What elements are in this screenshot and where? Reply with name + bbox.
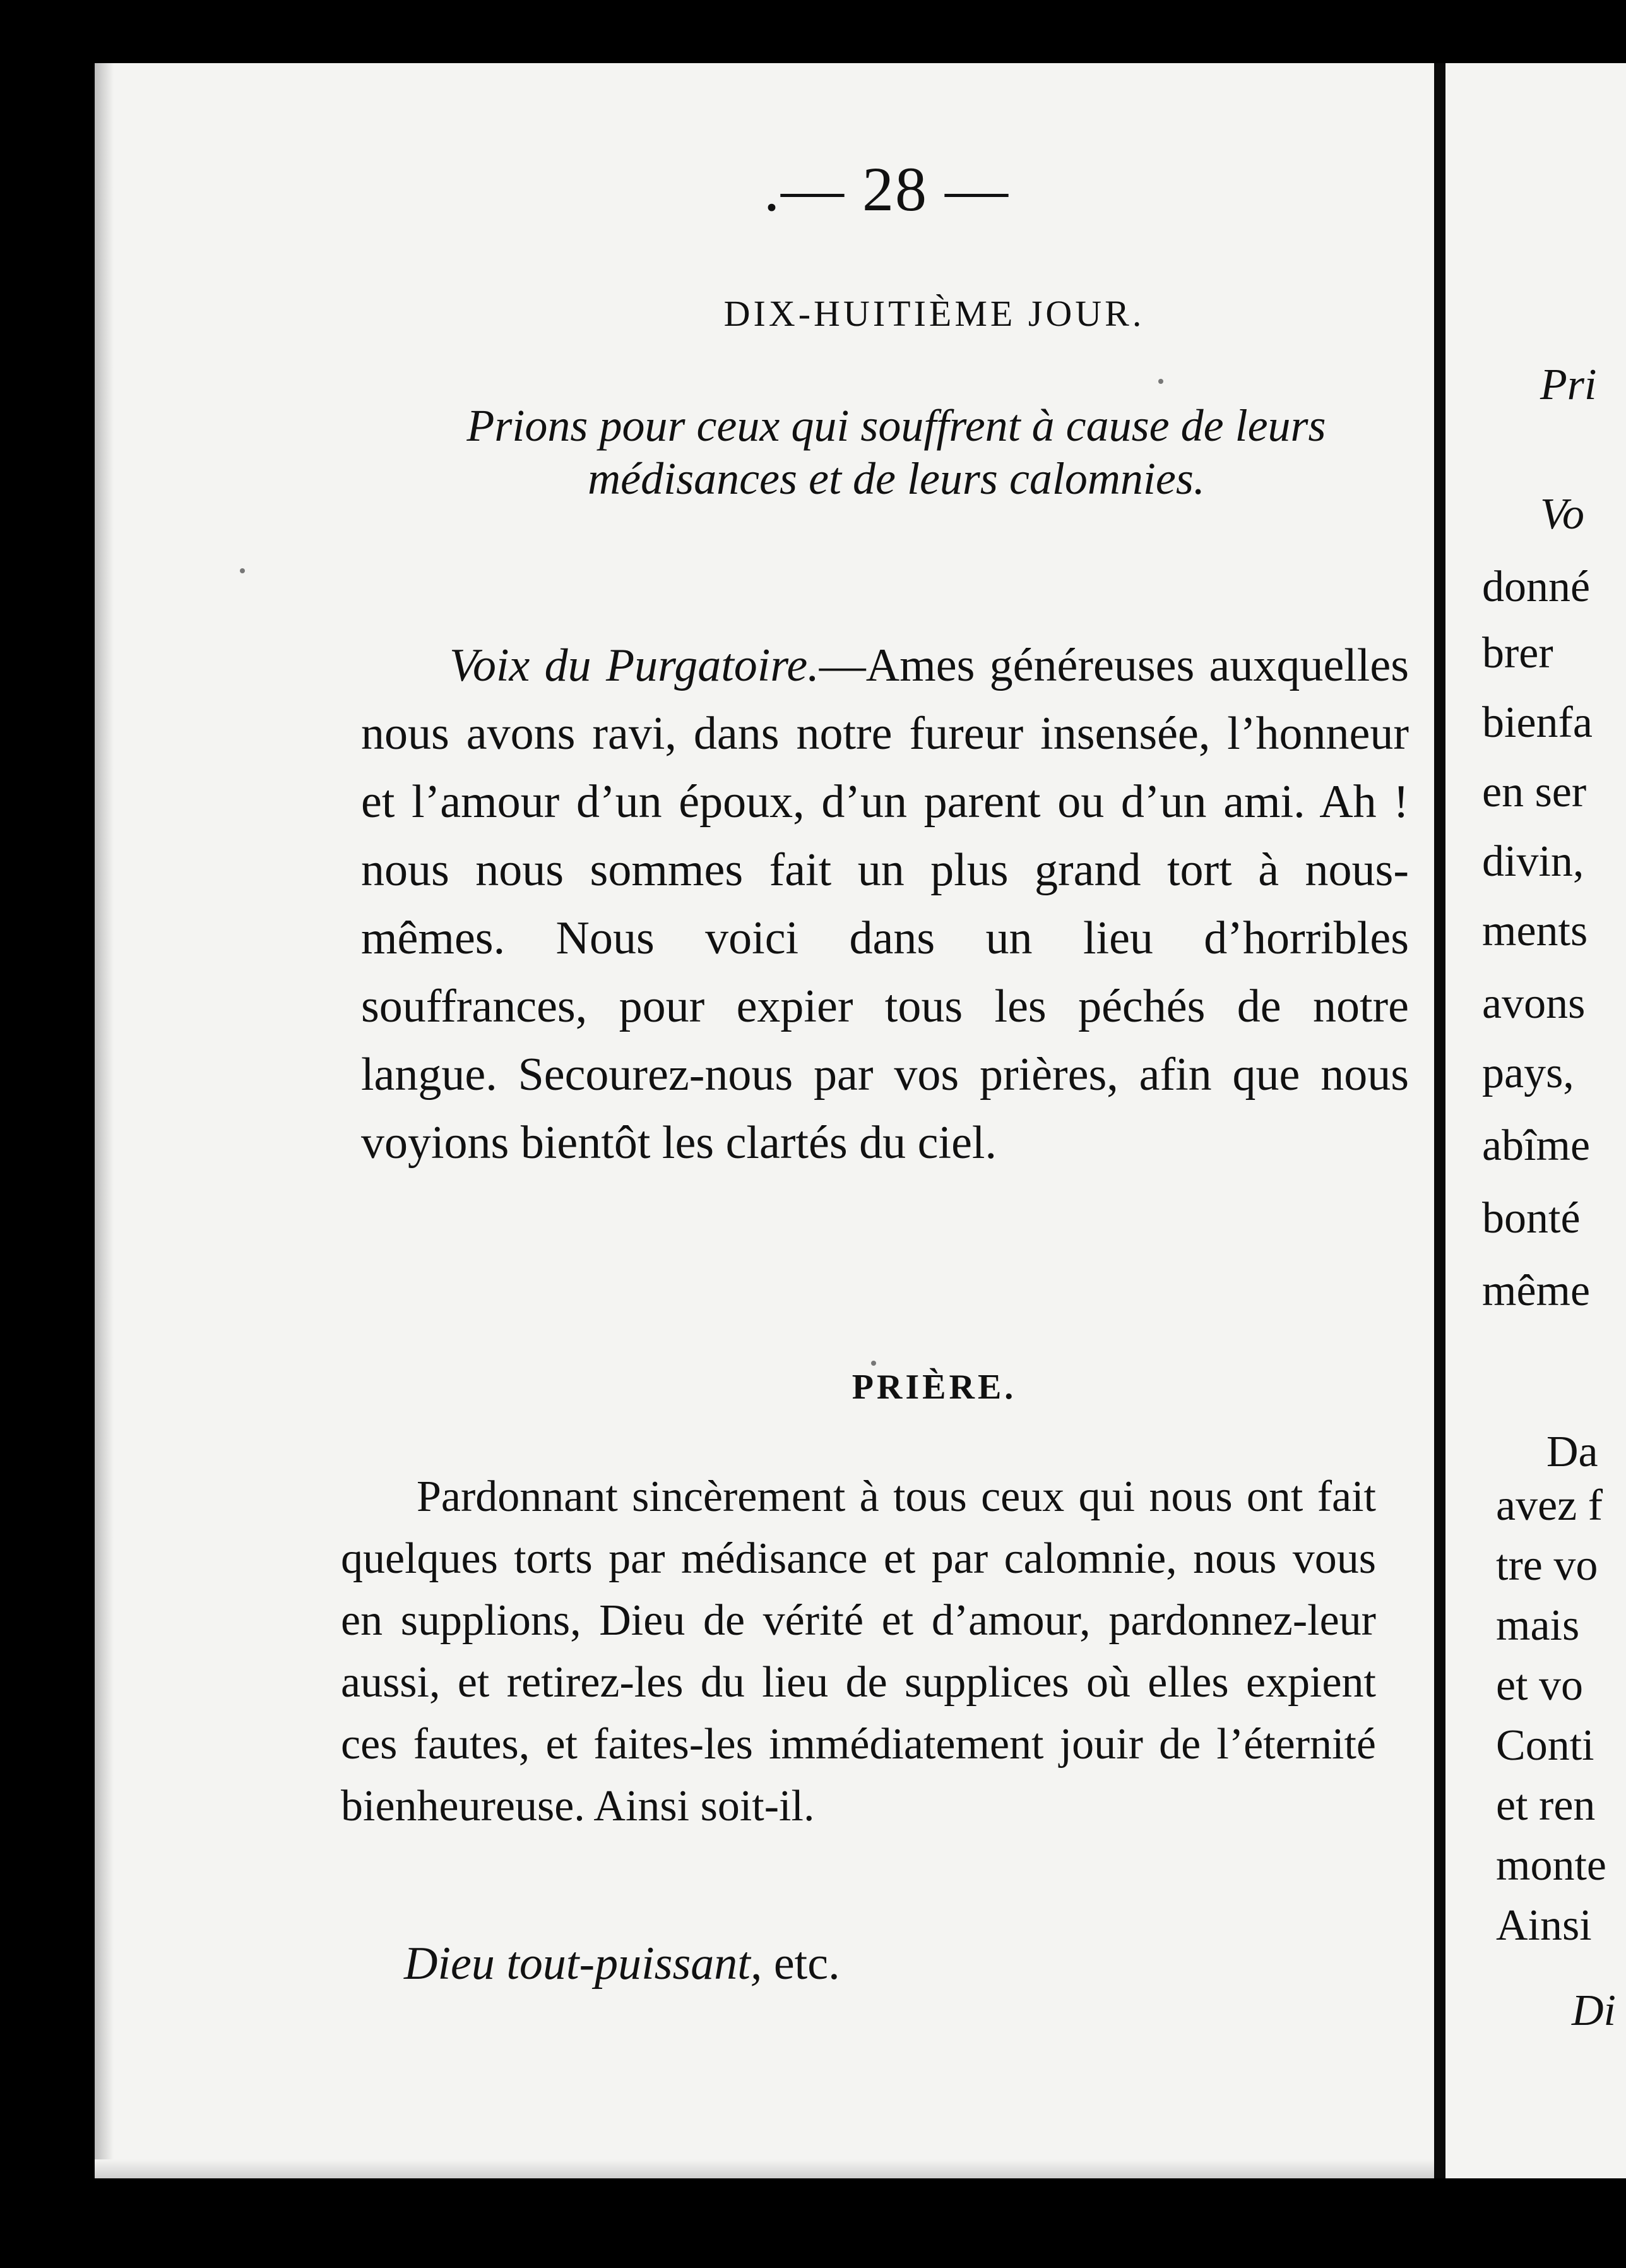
right-line: en ser [1482, 768, 1587, 816]
voice-text: —Ames généreuses auxquelles nous avons ravi, dans notre fureur insensée, l’honneur et l’amour d’un époux, d’un parent ou d’un ami. Ah ! nous nous sommes fait un plus grand tort à nous-mêmes. Nous voici dans un lieu d’horribles souffrances, pour expier tous les péchés de notre langue. Secourez-nous par vos prières, afin que nous voyions bientôt les clartés du ciel. [361, 640, 1409, 1169]
right-line: tre vo [1496, 1541, 1598, 1590]
chapter-subtitle: Prions pour ceux qui souffrent à cause de leurs médisances et de leurs calomnies. [466, 400, 1326, 504]
closing-invocation: Dieu tout-puissant, [404, 1938, 763, 1990]
paper-speck [240, 568, 245, 573]
page-gutter-shadow [95, 63, 114, 2178]
right-line: mais [1496, 1601, 1580, 1650]
voice-paragraph [361, 631, 1409, 1177]
right-line: même [1482, 1267, 1591, 1315]
right-line: brer [1482, 629, 1553, 677]
right-line: pays, [1482, 1049, 1574, 1097]
page-number: .— 28 — [764, 154, 1009, 224]
closing-etc: etc. [762, 1938, 840, 1990]
voice-lead: Voix du Purgatoire. [449, 640, 819, 691]
right-line: Ainsi [1496, 1901, 1592, 1950]
chapter-heading: DIX-HUITIÈME JOUR. [723, 293, 1145, 334]
page-divider [1434, 63, 1445, 2178]
right-line: Da [1546, 1428, 1598, 1476]
right-line: avons [1482, 979, 1586, 1028]
right-page [1445, 63, 1626, 2178]
paper-speck [871, 1361, 876, 1366]
right-line: abîme [1482, 1121, 1591, 1170]
right-line: divin, [1482, 837, 1584, 886]
right-line: Pri [1540, 361, 1597, 409]
right-line: et ren [1496, 1781, 1596, 1830]
right-line: bonté [1482, 1194, 1581, 1243]
right-line: avez f [1496, 1481, 1603, 1530]
right-line: donné [1482, 563, 1591, 611]
right-line: Di [1572, 1986, 1616, 2035]
paper-speck [1158, 379, 1163, 384]
closing-line [404, 1932, 1288, 1995]
right-line: Vo [1540, 490, 1584, 539]
right-line: Conti [1496, 1721, 1594, 1770]
right-line: monte [1496, 1841, 1606, 1890]
prayer-heading: PRIÈRE. [852, 1368, 1017, 1407]
right-line: ments [1482, 907, 1588, 955]
page-bottom-shadow [95, 2159, 1434, 2178]
prayer-paragraph: Pardonnant sincèrement à tous ceux qui nous ont fait quelques torts par médisance et par calomnie, nous vous en supplions, Dieu de vérité et d’amour, pardonnez-leur aussi, et retirez-les du lieu de supplices où elles expient ces fautes, et faites-les immédiatement jouir de l’éternité bienheureuse. Ainsi soit-il. [341, 1472, 1376, 1830]
right-line: et vo [1496, 1661, 1584, 1710]
right-line: bienfa [1482, 698, 1593, 747]
